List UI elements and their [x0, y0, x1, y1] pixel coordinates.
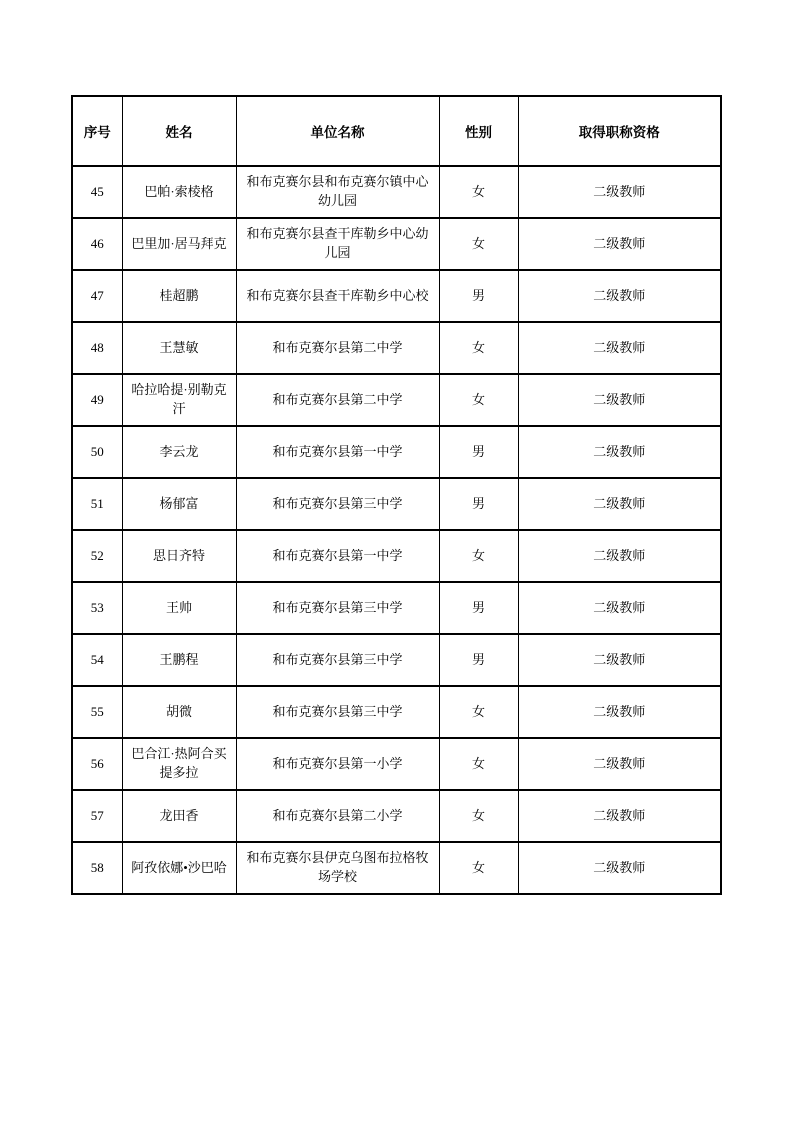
cell-title: 二级教师 — [518, 738, 721, 790]
cell-name: 王帅 — [122, 582, 236, 634]
cell-gender: 女 — [439, 166, 518, 218]
cell-unit: 和布克赛尔县第二小学 — [236, 790, 439, 842]
cell-gender: 男 — [439, 270, 518, 322]
table-row — [72, 166, 721, 218]
cell-title: 二级教师 — [518, 322, 721, 374]
cell-index: 46 — [72, 218, 122, 270]
cell-gender: 女 — [439, 686, 518, 738]
cell-name: 巴帕·索棱格 — [122, 166, 236, 218]
table-row — [72, 686, 721, 738]
cell-title: 二级教师 — [518, 842, 721, 894]
cell-name: 巴里加·居马拜克 — [122, 218, 236, 270]
cell-gender: 女 — [439, 790, 518, 842]
cell-name: 哈拉哈提·别勒克汗 — [122, 374, 236, 426]
cell-title: 二级教师 — [518, 426, 721, 478]
table-row — [72, 218, 721, 270]
cell-index: 55 — [72, 686, 122, 738]
cell-unit: 和布克赛尔县第二中学 — [236, 322, 439, 374]
cell-index: 47 — [72, 270, 122, 322]
cell-unit: 和布克赛尔县第三中学 — [236, 634, 439, 686]
cell-index: 48 — [72, 322, 122, 374]
cell-name: 龙田香 — [122, 790, 236, 842]
cell-index: 58 — [72, 842, 122, 894]
cell-unit: 和布克赛尔县查干库勒乡中心校 — [236, 270, 439, 322]
table-row — [72, 322, 721, 374]
table-row — [72, 842, 721, 894]
cell-gender: 男 — [439, 426, 518, 478]
cell-gender: 女 — [439, 374, 518, 426]
cell-title: 二级教师 — [518, 374, 721, 426]
cell-name: 巴合江·热阿合买提多拉 — [122, 738, 236, 790]
cell-index: 52 — [72, 530, 122, 582]
column-header-name: 姓名 — [122, 96, 236, 166]
cell-unit: 和布克赛尔县第三中学 — [236, 478, 439, 530]
cell-name: 杨郁富 — [122, 478, 236, 530]
cell-unit: 和布克赛尔县第三中学 — [236, 686, 439, 738]
cell-index: 49 — [72, 374, 122, 426]
cell-title: 二级教师 — [518, 686, 721, 738]
column-header-index: 序号 — [72, 96, 122, 166]
table-body — [72, 166, 721, 894]
cell-unit: 和布克赛尔县第二中学 — [236, 374, 439, 426]
cell-name: 王鹏程 — [122, 634, 236, 686]
cell-index: 56 — [72, 738, 122, 790]
cell-gender: 男 — [439, 478, 518, 530]
cell-title: 二级教师 — [518, 582, 721, 634]
column-header-title: 取得职称资格 — [518, 96, 721, 166]
cell-index: 53 — [72, 582, 122, 634]
table-row — [72, 582, 721, 634]
teacher-qualification-table — [71, 95, 722, 895]
cell-gender: 女 — [439, 842, 518, 894]
cell-index: 57 — [72, 790, 122, 842]
cell-unit: 和布克赛尔县第一小学 — [236, 738, 439, 790]
cell-gender: 女 — [439, 738, 518, 790]
cell-name: 胡微 — [122, 686, 236, 738]
cell-gender: 女 — [439, 218, 518, 270]
cell-title: 二级教师 — [518, 790, 721, 842]
cell-index: 54 — [72, 634, 122, 686]
cell-name: 桂超鹏 — [122, 270, 236, 322]
cell-unit: 和布克赛尔县第一中学 — [236, 530, 439, 582]
table-row — [72, 530, 721, 582]
cell-title: 二级教师 — [518, 218, 721, 270]
cell-title: 二级教师 — [518, 530, 721, 582]
header-row — [72, 96, 721, 166]
cell-name: 思日齐特 — [122, 530, 236, 582]
cell-index: 51 — [72, 478, 122, 530]
cell-gender: 女 — [439, 530, 518, 582]
table-row — [72, 270, 721, 322]
cell-gender: 男 — [439, 582, 518, 634]
cell-unit: 和布克赛尔县伊克乌图布拉格牧场学校 — [236, 842, 439, 894]
table-row — [72, 478, 721, 530]
table-row — [72, 426, 721, 478]
cell-title: 二级教师 — [518, 478, 721, 530]
column-header-gender: 性别 — [439, 96, 518, 166]
cell-unit: 和布克赛尔县和布克赛尔镇中心幼儿园 — [236, 166, 439, 218]
table-row — [72, 374, 721, 426]
table-row — [72, 738, 721, 790]
cell-name: 王慧敏 — [122, 322, 236, 374]
table-header — [72, 96, 721, 166]
cell-index: 45 — [72, 166, 122, 218]
cell-gender: 男 — [439, 634, 518, 686]
cell-gender: 女 — [439, 322, 518, 374]
cell-name: 李云龙 — [122, 426, 236, 478]
cell-title: 二级教师 — [518, 270, 721, 322]
cell-unit: 和布克赛尔县查干库勒乡中心幼儿园 — [236, 218, 439, 270]
cell-title: 二级教师 — [518, 166, 721, 218]
cell-index: 50 — [72, 426, 122, 478]
cell-unit: 和布克赛尔县第一中学 — [236, 426, 439, 478]
cell-unit: 和布克赛尔县第三中学 — [236, 582, 439, 634]
cell-title: 二级教师 — [518, 634, 721, 686]
cell-name: 阿孜依娜•沙巴哈 — [122, 842, 236, 894]
table-row — [72, 790, 721, 842]
table-row — [72, 634, 721, 686]
column-header-unit: 单位名称 — [236, 96, 439, 166]
